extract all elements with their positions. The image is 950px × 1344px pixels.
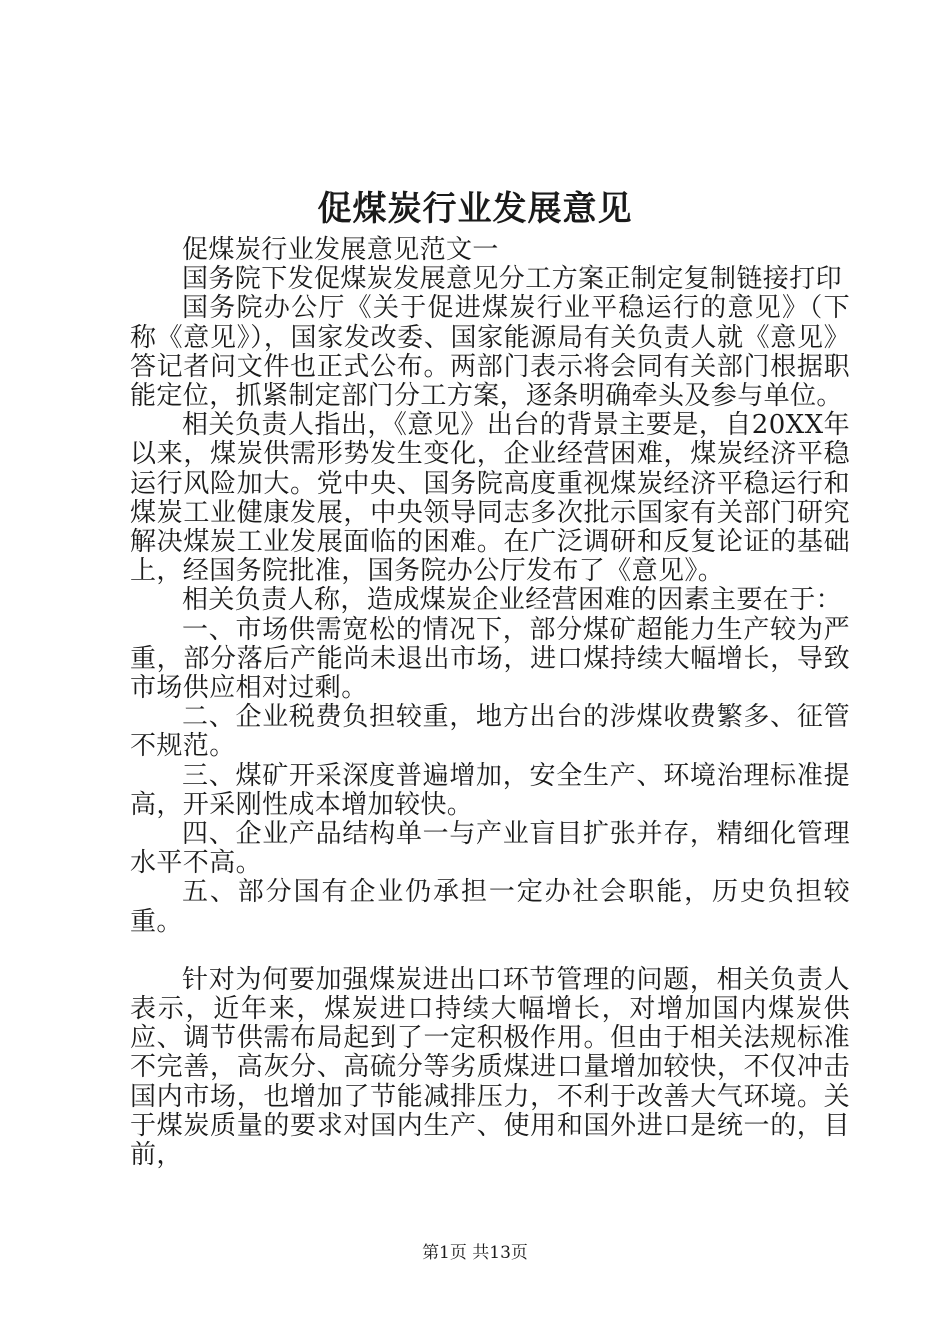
paragraph: 国务院下发促煤炭发展意见分工方案正制定复制链接打印 bbox=[182, 264, 843, 295]
list-item-paragraph: 三、煤矿开采深度普遍增加，安全生产、环境治理标准提高，开采刚性成本增加较快。 bbox=[130, 760, 850, 820]
document-body bbox=[130, 236, 850, 1170]
paragraph: 针对为何要加强煤炭进出口环节管理的问题，相关负责人表示，近年来，煤炭进口持续大幅增长，对增加国内煤炭供应、调节供需布局起到了一定积极作用。但由于相关法规标准不完善，高灰分、高硫分等劣质煤进口量增加较快，不仅冲击国内市场，也增加了节能减排压力，不利于改善大气环境。关于煤炭质量的要求对国内生产、使用和国外进口是统一的，目前， bbox=[130, 964, 850, 1171]
list-item-paragraph: 二、企业税费负担较重，地方出台的涉煤收费繁多、征管不规范。 bbox=[130, 702, 850, 762]
paragraph: 相关负责人称，造成煤炭企业经营困难的因素主要在于： bbox=[182, 585, 843, 616]
paragraph: 相关负责人指出，《意见》出台的背景主要是，自20XX年以来，煤炭供需形势发生变化，企业经营困难，煤炭经济平稳运行风险加大。党中央、国务院高度重视煤炭经济平稳运行和煤炭工业健康发展，中央领导同志多次批示国家有关部门研究解决煤炭工业发展面临的困难。在广泛调研和反复论证的基础上，经国务院批准，国务院办公厅发布了《意见》。 bbox=[130, 410, 850, 587]
paragraph: 国务院办公厅《关于促进煤炭行业平稳运行的意见》（下称《意见》），国家发改委、国家能源局有关负责人就《意见》答记者问文件也正式公布。两部门表示将会同有关部门根据职能定位，抓紧制定部门分工方案，逐条明确牵头及参与单位。 bbox=[130, 293, 850, 412]
paragraph: 促煤炭行业发展意见范文一 bbox=[182, 235, 499, 265]
list-item-paragraph: 五、部分国有企业仍承担一定办社会职能，历史负担较重。 bbox=[130, 877, 850, 937]
list-item-paragraph: 一、市场供需宽松的情况下，部分煤矿超能力生产较为严重，部分落后产能尚未退出市场，进口煤持续大幅增长，导致市场供应相对过剩。 bbox=[130, 614, 850, 704]
document-title: 促煤炭行业发展意见 bbox=[317, 189, 633, 229]
list-item-paragraph: 四、企业产品结构单一与产业盲目扩张并存，精细化管理水平不高。 bbox=[130, 819, 850, 879]
page-number-footer: 第1页 共13页 bbox=[422, 1243, 528, 1263]
